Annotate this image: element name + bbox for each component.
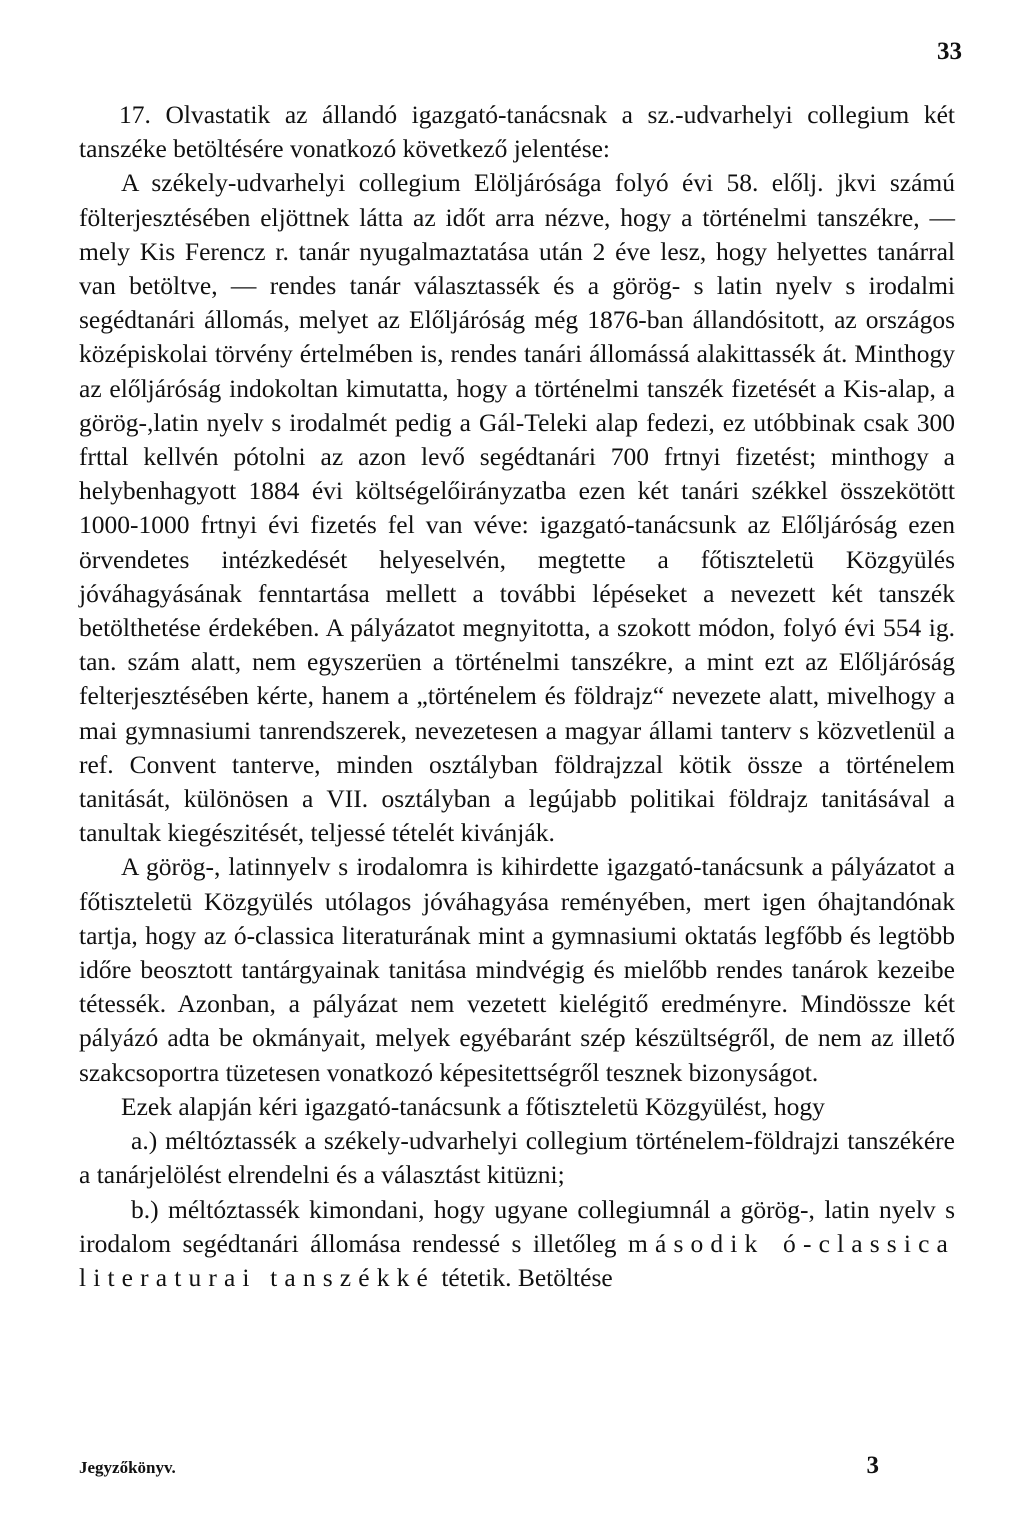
paragraph-report: A székely-udvarhelyi collegium Elöljárósága folyó évi 58. előlj. jkvi számú fölterjesztésében eljöttnek látta az időt arra nézve, hogy a történelmi tanszékre, — mely Kis Ferencz r. tanár nyugalmaztatása után 2 éve lesz, hogy helyettes tanárral van betöltve, — rendes tanár választassék és a görög- s latin nyelv s irodalmi segédtanári állomás, melyet az Előljáróság még 1876-ban állandósitott, az országos középiskolai törvény értelmében is, rendes tanári állomássá alakittassék át. Minthogy az előljáróság indokoltan kimutatta, hogy a történelmi tanszék fizetését a Kis-alap, a görög-,latin nyelv s irodalmét pedig a Gál-Teleki alap fedezi, ez utóbbinak csak 300 frttal kellvén pótolni az azon levő segédtanári 700 frtnyi fizetést; minthogy a helybenhagyott 1884 évi költségelőirányzatba ezen két tanári székkel összekötött 1000-1000 frtnyi évi fizetés fel van véve: igazgató-tanácsunk az Előljáróság ezen örvendetes intézkedését helyeselvén, megtette a főtiszteletü Közgyülés jóváhagyásának fenntartása mellett a további lépéseket a nevezett két tanszék betölthetése érdekében. A pályázatot megnyitotta, a szokott módon, folyó évi 554 ig. tan. szám alatt, nem egyszerüen a történelmi tanszékre, a mint ezt az Előljáróság felterjesztésében kérte, hanem a „történelem és földrajz“ nevezete alatt, mivelhogy a mai gymnasiumi tanrendszerek, nevezetesen a magyar állami tanterv s közvetlenül a ref. Convent tanterve, minden osztályban földrajzzal kötik össze a történelem tanitását, különösen a VII. osztályban a legújabb politikai földrajz tanitásával a tanultak kiegészitését, teljessé tételét kivánják. — [79, 168, 955, 848]
page-number: 33 — [937, 38, 962, 65]
page-footer — [79, 1452, 879, 1480]
list-item-a: a.) méltóztassék a székely-udvarhelyi collegium történelem-földrajzi tanszékére a tanárjelölést elrendelni és a választást kitüzni; — [79, 1126, 955, 1190]
body-text — [79, 98, 955, 1295]
list-item-b-spaced: második ó-classica literaturai tanszékké — [79, 1228, 955, 1292]
signature-mark: Jegyzőkönyv. — [79, 1458, 176, 1477]
paragraph-item-17: 17. Olvastatik az állandó igazgató-tanácsnak a sz.-udvarhelyi collegium két tanszéke betöltésére vonatkozó következő jelentése: — [79, 100, 955, 164]
sheet-number: 3 — [866, 1452, 879, 1479]
paragraph-request: Ezek alapján kéri igazgató-tanácsunk a főtiszteletü Közgyülést, hogy — [121, 1091, 825, 1121]
list-item-b — [79, 1193, 955, 1296]
paragraph-greek-latin: A görög-, latinnyelv s irodalomra is kihirdette igazgató-tanácsunk a pályázatot a főtiszteletü Közgyülés utólagos jóváhagyása reményében, mert igen óhajtandónak tartja, hogy az ó-classica literaturának mint a gymnasiumi oktatás legfőbb és legtöbb időre beosztott tantárgyainak tanitása mindvégig és mielőbb rendes tanárok kezeibe tétessék. Azonban, a pályázat nem vezetett kielégitő eredményre. Mindössze két pályázó adta be okmányait, melyek egyébaránt szép készültségről, de nem az illető szakcsoportra tüzetesen vonatkozó képesitettségről tesznek bizonyságot. — [79, 852, 955, 1087]
list-item-b-tail: tétetik. Betöltése — [434, 1262, 613, 1292]
list-item-b-lead: b.) méltóztassék kimondani, hogy ugyane collegiumnál a görög-, latin nyelv s irodalom segédtanári állomása rendessé s illetőleg — [79, 1194, 955, 1258]
